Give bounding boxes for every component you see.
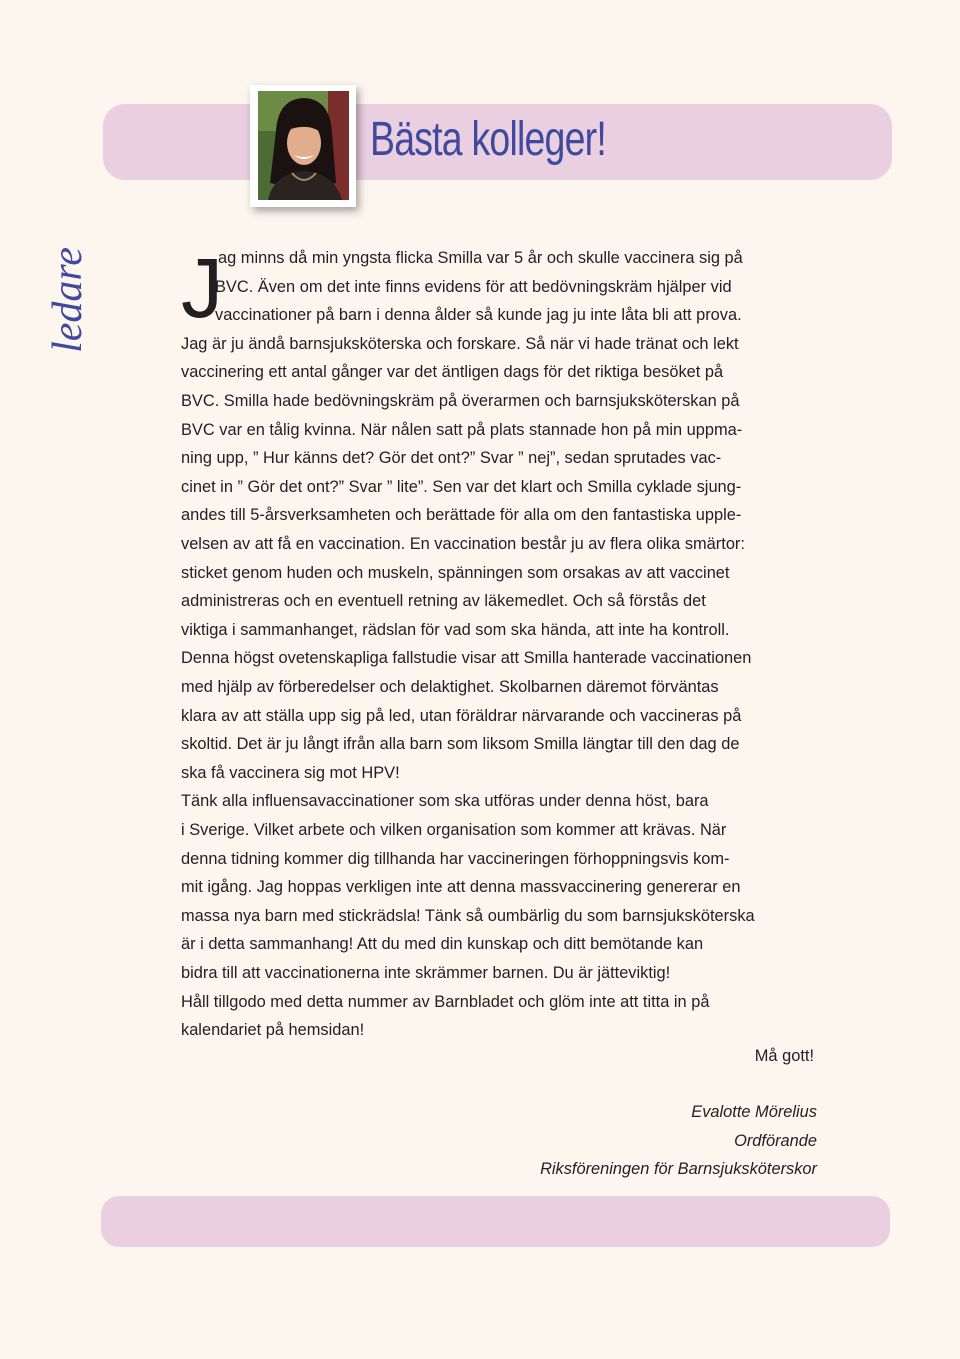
article-line: med hjälp av förberedelser och delaktighet. Skolbarnen däremot förväntas [181,678,719,696]
signature-role: Ordförande [734,1132,817,1150]
article-line: viktiga i sammanhanget, rädslan för vad som ska hända, att inte ha kontroll. [181,620,730,639]
article-line: Jag är ju ändå barnsjuksköterska och forskare. Så när vi hade tränat och lekt [181,334,739,353]
signature-name: Evalotte Mörelius [691,1103,817,1121]
article-line: sticket genom huden och muskeln, spänningen som orsakas av att vaccinet [181,563,730,582]
article-line: kalendariet på hemsidan! [181,1021,365,1040]
article-line: BVC. Även om det inte finns evidens för att bedövningskräm hjälper vid [215,277,732,296]
article-line: ning upp, ” Hur känns det? Gör det ont?” Svar ” nej”, sedan sprutades vac- [181,449,722,468]
section-label [38,240,98,360]
article-line: vaccinering ett antal gånger var det äntligen dags för det riktiga besöket på [181,363,724,382]
section-label-text: ledare [45,247,91,353]
article-line: bidra till att vaccinationerna inte skrämmer barnen. Du är jätteviktig! [181,964,671,982]
article-line: administreras och en eventuell retning av läkemedlet. Och så förstås det [181,592,706,611]
article-line: BVC var en tålig kvinna. När nålen satt på plats stannade hon på min uppma- [181,420,743,439]
article-line: Tänk alla influensavaccinationer som ska utföras under denna höst, bara [181,792,709,811]
article-line: velsen av att få en vaccination. En vaccination består ju av flera olika smärtor: [181,535,745,553]
article-line: cinet in ” Gör det ont?” Svar ” lite”. Sen var det klart och Smilla cyklade sjung- [181,477,742,496]
article-line: Denna högst ovetenskapliga fallstudie visar att Smilla hanterade vaccinationen [181,649,752,668]
article-line: är i detta sammanhang! Att du med din kunskap och ditt bemötande kan [181,935,704,954]
footer-band [101,1196,890,1247]
article-line: vaccinationer på barn i denna ålder så kunde jag ju inte låta bli att prova. [215,306,742,325]
article-line: Håll tillgodo med detta nummer av Barnbladet och glöm inte att titta in på [181,992,710,1011]
closing-line: Må gott! [754,1047,814,1065]
article-line: klara av att ställa upp sig på led, utan föräldrar närvarande och vaccineras på [181,706,742,725]
page-title: Bästa kolleger! [370,113,606,166]
drop-cap: J [181,241,223,335]
signature-organization: Riksföreningen för Barnsjuksköterskor [540,1160,817,1178]
article-line: ag minns då min yngsta flicka Smilla var 5 år och skulle vaccinera sig på [218,249,743,267]
article-line: ska få vaccinera sig mot HPV! [181,763,400,782]
article-line: skoltid. Det är ju långt ifrån alla barn som liksom Smilla längtar till den dag de [181,735,740,754]
author-photo-frame [250,85,356,207]
portrait-photo-icon [258,91,349,200]
article-line: i Sverige. Vilket arbete och vilken organisation som kommer att krävas. När [181,821,727,839]
article-line: denna tidning kommer dig tillhanda har vaccineringen förhoppningsvis kom- [181,849,730,868]
article-line: mit igång. Jag hoppas verkligen inte att denna massvaccinering genererar en [181,878,741,897]
article-line: massa nya barn med stickrädsla! Tänk så oumbärlig du som barnsjuksköterska [181,906,755,925]
article-line: BVC. Smilla hade bedövningskräm på överarmen och barnsjuksköterskan på [181,392,740,410]
article-line: andes till 5-årsverksamheten och berättade för alla om den fantastiska upple- [181,506,742,525]
